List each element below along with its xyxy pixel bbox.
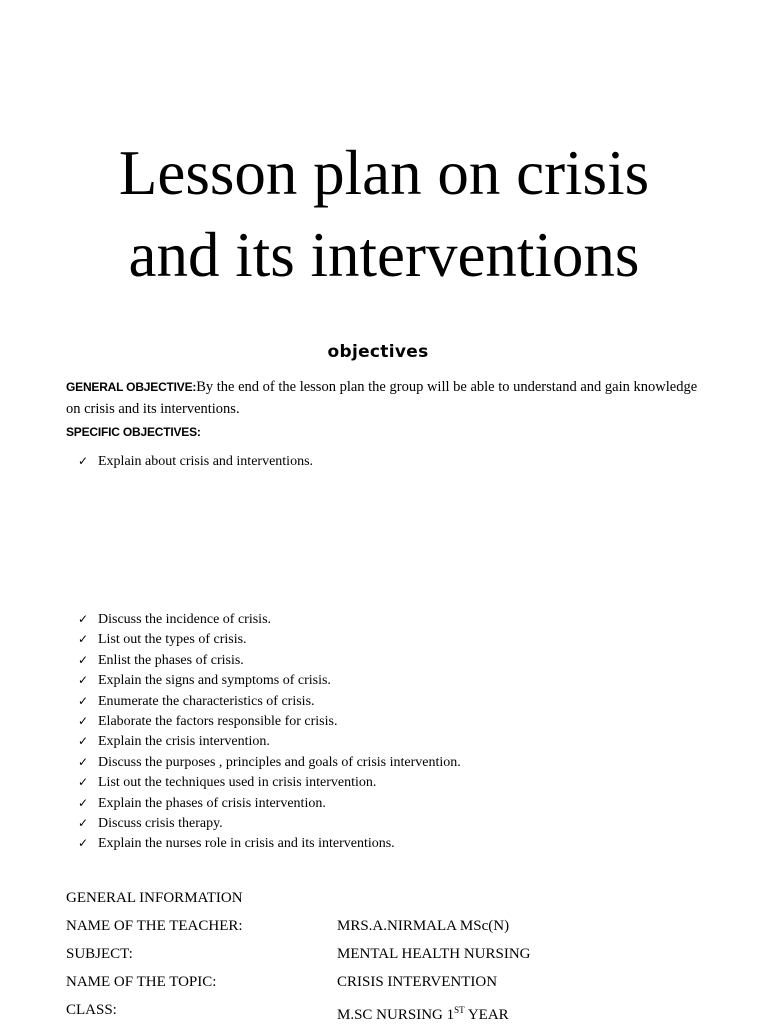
checkmark-icon: ✓: [78, 454, 89, 468]
objective-item: [78, 793, 461, 813]
objective-item: [78, 711, 461, 731]
objective-text: List out the techniques used in crisis intervention.: [98, 775, 377, 791]
objective-text: Explain the signs and symptoms of crisis.: [98, 673, 331, 689]
title-line-2: and its interventions: [128, 220, 640, 290]
class-value-superscript: ST: [454, 1005, 465, 1015]
objective-item: [78, 772, 461, 792]
checkmark-icon: ✓: [78, 652, 89, 667]
checkmark-icon: ✓: [78, 612, 89, 626]
objective-item: [78, 670, 461, 690]
info-key: NAME OF THE TEACHER:: [66, 918, 243, 934]
checkmark-icon: ✓: [78, 754, 89, 769]
checkmark-icon: ✓: [78, 734, 89, 749]
objective-text: Explain the crisis intervention.: [98, 734, 270, 750]
checkmark-icon: ✓: [78, 836, 89, 851]
objective-item: [78, 451, 313, 471]
info-key: NAME OF THE TOPIC:: [66, 974, 217, 990]
info-value: [337, 996, 509, 1029]
objectives-heading: objectives: [327, 342, 429, 362]
objective-item: [78, 752, 461, 772]
objective-item: [78, 691, 461, 711]
objective-text: Discuss the purposes , principles and goals of crisis intervention.: [98, 754, 461, 770]
objective-item: [78, 731, 461, 751]
objective-text: Enumerate the characteristics of crisis.: [98, 693, 315, 709]
info-value: MRS.A.NIRMALA MSc(N): [337, 918, 510, 934]
objective-text: Discuss the incidence of crisis.: [98, 612, 272, 627]
checkmark-icon: ✓: [78, 815, 89, 830]
info-key: CLASS:: [66, 1002, 117, 1018]
objective-item: [78, 609, 461, 629]
title-line-1: Lesson plan on crisis: [118, 138, 650, 208]
general-objective-text: By the end of the lesson plan the group will be able to understand and gain knowledge on crisis and its interventions.: [66, 379, 698, 417]
info-key: SUBJECT:: [66, 946, 133, 962]
objective-item: [78, 813, 461, 833]
checkmark-icon: ✓: [78, 775, 89, 790]
objective-text: Elaborate the factors responsible for crisis.: [98, 713, 338, 729]
objective-text: Enlist the phases of crisis.: [98, 652, 244, 668]
general-objective-label: GENERAL OBJECTIVE:: [66, 380, 197, 394]
checkmark-icon: ✓: [78, 693, 89, 708]
specific-objectives-list-first: [78, 451, 313, 471]
checkmark-icon: ✓: [78, 632, 89, 647]
info-value: CRISIS INTERVENTION: [337, 974, 498, 990]
checkmark-icon: ✓: [78, 713, 89, 728]
checkmark-icon: ✓: [78, 795, 89, 810]
specific-objectives-list-rest: [78, 609, 461, 854]
objective-item: [78, 629, 461, 649]
objective-text: Explain about crisis and interventions.: [98, 454, 314, 469]
document-title: [0, 132, 768, 296]
class-value-prefix: M.SC NURSING 1: [337, 1007, 455, 1023]
info-value: MENTAL HEALTH NURSING: [337, 946, 531, 962]
class-value-suffix: YEAR: [464, 1007, 509, 1023]
objective-text: List out the types of crisis.: [98, 632, 247, 648]
objective-text: Discuss crisis therapy.: [98, 815, 223, 831]
objective-item: [78, 833, 461, 853]
checkmark-icon: ✓: [78, 673, 89, 688]
objective-item: [78, 650, 461, 670]
specific-objectives-label: SPECIFIC OBJECTIVES:: [66, 425, 201, 439]
objective-text: Explain the nurses role in crisis and its interventions.: [98, 836, 395, 852]
general-information-title: GENERAL INFORMATION: [66, 890, 243, 906]
general-objective: [66, 376, 706, 420]
objective-text: Explain the phases of crisis intervention.: [98, 795, 326, 811]
